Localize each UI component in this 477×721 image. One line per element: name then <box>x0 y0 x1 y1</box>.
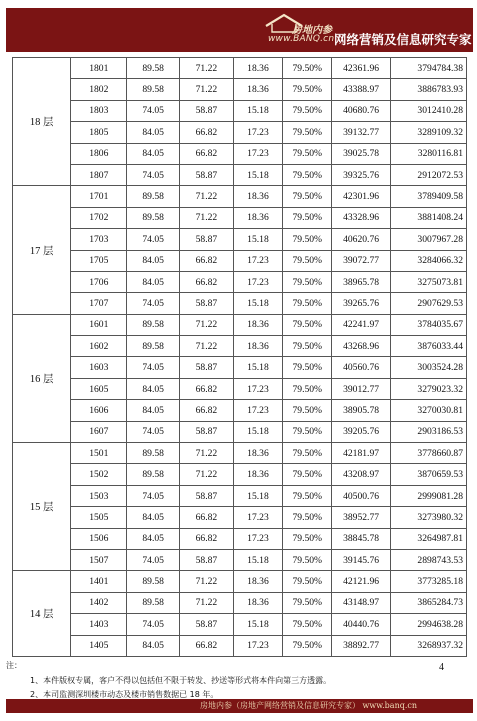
table-cell: 3881408.24 <box>390 207 466 228</box>
table-row <box>13 229 467 250</box>
floor-label: 18 层 <box>13 58 71 186</box>
table-cell: 1707 <box>71 293 127 314</box>
table-row <box>13 122 467 143</box>
table-cell: 58.87 <box>180 549 234 570</box>
table-cell: 71.22 <box>180 314 234 335</box>
table-cell: 18.36 <box>233 592 282 613</box>
table-cell: 3279023.32 <box>390 378 466 399</box>
table-cell: 39325.76 <box>332 164 390 185</box>
table-cell: 15.18 <box>233 421 282 442</box>
table-cell: 79.50% <box>283 421 332 442</box>
table-cell: 38845.78 <box>332 528 390 549</box>
table-cell: 17.23 <box>233 143 282 164</box>
table-cell: 66.82 <box>180 400 234 421</box>
table-cell: 58.87 <box>180 485 234 506</box>
table-row <box>13 357 467 378</box>
table-cell: 39072.77 <box>332 250 390 271</box>
table-row <box>13 250 467 271</box>
table-cell: 42241.97 <box>332 314 390 335</box>
table-row <box>13 528 467 549</box>
table-cell: 79.50% <box>283 250 332 271</box>
table-cell: 2898743.53 <box>390 549 466 570</box>
table-cell: 3773285.18 <box>390 571 466 592</box>
note-item: 2、本司监测深圳楼市动态及楼市销售数据已 18 年。 <box>30 690 219 699</box>
logo-url: www.BANQ.cn <box>268 34 335 44</box>
table-cell: 79.50% <box>283 314 332 335</box>
table-cell: 1505 <box>71 507 127 528</box>
table-cell: 79.50% <box>283 635 332 656</box>
table-cell: 40500.76 <box>332 485 390 506</box>
table-row <box>13 400 467 421</box>
table-cell: 3007967.28 <box>390 229 466 250</box>
table-row <box>13 571 467 592</box>
table-cell: 1606 <box>71 400 127 421</box>
table-cell: 3794784.38 <box>390 58 466 79</box>
table-cell: 3264987.81 <box>390 528 466 549</box>
table-cell: 79.50% <box>283 293 332 314</box>
table-cell: 79.50% <box>283 443 332 464</box>
table-cell: 43328.96 <box>332 207 390 228</box>
table-cell: 17.23 <box>233 507 282 528</box>
table-cell: 3778660.87 <box>390 443 466 464</box>
table-cell: 18.36 <box>233 336 282 357</box>
table-cell: 43388.97 <box>332 79 390 100</box>
floor-label: 16 层 <box>13 314 71 442</box>
table-cell: 43148.97 <box>332 592 390 613</box>
table-cell: 79.50% <box>283 592 332 613</box>
table-cell: 1607 <box>71 421 127 442</box>
table-cell: 1605 <box>71 378 127 399</box>
notes-label: 注： <box>6 661 22 670</box>
note-item: 1、本件版权专属，客户不得以包括但不限于转发、抄送等形式将本件向第三方透露。 <box>30 676 332 685</box>
table-cell: 1503 <box>71 485 127 506</box>
table-cell: 39205.76 <box>332 421 390 442</box>
table-cell: 3268937.32 <box>390 635 466 656</box>
table-cell: 84.05 <box>127 271 180 292</box>
table-cell: 1502 <box>71 464 127 485</box>
table-cell: 42121.96 <box>332 571 390 592</box>
table-cell: 38905.78 <box>332 400 390 421</box>
table-cell: 39025.78 <box>332 143 390 164</box>
table-row <box>13 464 467 485</box>
table-cell: 79.50% <box>283 400 332 421</box>
table-cell: 66.82 <box>180 635 234 656</box>
table-cell: 1705 <box>71 250 127 271</box>
header-banner <box>6 8 473 52</box>
table-cell: 84.05 <box>127 378 180 399</box>
table-cell: 40620.76 <box>332 229 390 250</box>
table-cell: 3270030.81 <box>390 400 466 421</box>
table-row <box>13 164 467 185</box>
table-cell: 43208.97 <box>332 464 390 485</box>
table-cell: 2907629.53 <box>390 293 466 314</box>
table-cell: 89.58 <box>127 207 180 228</box>
table-cell: 1801 <box>71 58 127 79</box>
table-cell: 40440.76 <box>332 614 390 635</box>
table-cell: 89.58 <box>127 571 180 592</box>
table-cell: 17.23 <box>233 528 282 549</box>
table-cell: 15.18 <box>233 485 282 506</box>
table-cell: 1807 <box>71 164 127 185</box>
table-cell: 58.87 <box>180 100 234 121</box>
table-cell: 1806 <box>71 143 127 164</box>
table-cell: 79.50% <box>283 271 332 292</box>
table-cell: 84.05 <box>127 635 180 656</box>
table-cell: 66.82 <box>180 250 234 271</box>
table-cell: 79.50% <box>283 122 332 143</box>
table-cell: 79.50% <box>283 100 332 121</box>
table-cell: 38965.78 <box>332 271 390 292</box>
table-cell: 15.18 <box>233 229 282 250</box>
table-cell: 89.58 <box>127 314 180 335</box>
table-cell: 58.87 <box>180 229 234 250</box>
table-cell: 15.18 <box>233 549 282 570</box>
table-cell: 17.23 <box>233 122 282 143</box>
table-cell: 2994638.28 <box>390 614 466 635</box>
table-cell: 1706 <box>71 271 127 292</box>
table-cell: 1702 <box>71 207 127 228</box>
table-cell: 3280116.81 <box>390 143 466 164</box>
logo-name: 房地内参 <box>292 25 332 36</box>
table-cell: 79.50% <box>283 549 332 570</box>
table-row <box>13 485 467 506</box>
table-cell: 18.36 <box>233 58 282 79</box>
table-cell: 3289109.32 <box>390 122 466 143</box>
table-cell: 79.50% <box>283 336 332 357</box>
table-row <box>13 592 467 613</box>
table-cell: 15.18 <box>233 100 282 121</box>
table-cell: 58.87 <box>180 614 234 635</box>
floor-label: 15 层 <box>13 443 71 571</box>
table-row <box>13 207 467 228</box>
table-cell: 79.50% <box>283 614 332 635</box>
table-cell: 1603 <box>71 357 127 378</box>
table-cell: 1401 <box>71 571 127 592</box>
table-cell: 42301.96 <box>332 186 390 207</box>
table-cell: 71.22 <box>180 443 234 464</box>
table-cell: 71.22 <box>180 336 234 357</box>
table-cell: 1701 <box>71 186 127 207</box>
table-cell: 1805 <box>71 122 127 143</box>
table-cell: 1802 <box>71 79 127 100</box>
table-cell: 71.22 <box>180 464 234 485</box>
table-cell: 74.05 <box>127 614 180 635</box>
table-cell: 40680.76 <box>332 100 390 121</box>
table-row <box>13 143 467 164</box>
table-cell: 89.58 <box>127 79 180 100</box>
table-cell: 74.05 <box>127 357 180 378</box>
table-row <box>13 58 467 79</box>
table-cell: 3886783.93 <box>390 79 466 100</box>
table-cell: 40560.76 <box>332 357 390 378</box>
table-cell: 18.36 <box>233 314 282 335</box>
table-cell: 58.87 <box>180 421 234 442</box>
table-cell: 79.50% <box>283 58 332 79</box>
table-cell: 79.50% <box>283 143 332 164</box>
table-cell: 84.05 <box>127 122 180 143</box>
table-cell: 58.87 <box>180 293 234 314</box>
table-cell: 2903186.53 <box>390 421 466 442</box>
table-cell: 89.58 <box>127 58 180 79</box>
table-row <box>13 507 467 528</box>
table-row <box>13 443 467 464</box>
table-cell: 66.82 <box>180 507 234 528</box>
table-cell: 89.58 <box>127 186 180 207</box>
table-cell: 79.50% <box>283 571 332 592</box>
table-row <box>13 186 467 207</box>
table-cell: 1602 <box>71 336 127 357</box>
table-cell: 74.05 <box>127 421 180 442</box>
table-cell: 42181.97 <box>332 443 390 464</box>
table-cell: 66.82 <box>180 271 234 292</box>
table-cell: 3275073.81 <box>390 271 466 292</box>
table-cell: 1506 <box>71 528 127 549</box>
table-cell: 3784035.67 <box>390 314 466 335</box>
footer <box>0 699 477 721</box>
table-cell: 71.22 <box>180 186 234 207</box>
page-number: 4 <box>439 662 444 673</box>
table-cell: 3870659.53 <box>390 464 466 485</box>
table-cell: 15.18 <box>233 164 282 185</box>
price-table <box>12 57 467 657</box>
table-cell: 79.50% <box>283 229 332 250</box>
table-row <box>13 421 467 442</box>
header-title: 网络营销及信息研究专家 <box>334 32 472 47</box>
table-cell: 15.18 <box>233 614 282 635</box>
table-cell: 79.50% <box>283 507 332 528</box>
table-cell: 3003524.28 <box>390 357 466 378</box>
table-cell: 66.82 <box>180 378 234 399</box>
table-row <box>13 79 467 100</box>
table-cell: 38892.77 <box>332 635 390 656</box>
table-cell: 18.36 <box>233 186 282 207</box>
table-cell: 3876033.44 <box>390 336 466 357</box>
table-cell: 74.05 <box>127 100 180 121</box>
table-cell: 79.50% <box>283 485 332 506</box>
table-cell: 18.36 <box>233 207 282 228</box>
table-cell: 71.22 <box>180 58 234 79</box>
table-cell: 74.05 <box>127 293 180 314</box>
table-cell: 1501 <box>71 443 127 464</box>
table-cell: 1803 <box>71 100 127 121</box>
table-cell: 3789409.58 <box>390 186 466 207</box>
table-cell: 79.50% <box>283 357 332 378</box>
table-cell: 18.36 <box>233 443 282 464</box>
price-table-body <box>13 58 467 657</box>
table-cell: 71.22 <box>180 207 234 228</box>
table-cell: 89.58 <box>127 336 180 357</box>
table-cell: 43268.96 <box>332 336 390 357</box>
table-cell: 84.05 <box>127 528 180 549</box>
table-cell: 71.22 <box>180 79 234 100</box>
table-row <box>13 271 467 292</box>
table-cell: 66.82 <box>180 528 234 549</box>
table-cell: 58.87 <box>180 357 234 378</box>
table-cell: 3273980.32 <box>390 507 466 528</box>
table-row <box>13 314 467 335</box>
table-cell: 15.18 <box>233 357 282 378</box>
table-cell: 84.05 <box>127 250 180 271</box>
table-cell: 84.05 <box>127 507 180 528</box>
table-cell: 1403 <box>71 614 127 635</box>
table-cell: 79.50% <box>283 464 332 485</box>
table-cell: 2912072.53 <box>390 164 466 185</box>
floor-label: 17 层 <box>13 186 71 314</box>
table-row <box>13 336 467 357</box>
table-cell: 17.23 <box>233 378 282 399</box>
table-cell: 74.05 <box>127 549 180 570</box>
table-cell: 38952.77 <box>332 507 390 528</box>
table-cell: 1703 <box>71 229 127 250</box>
table-cell: 79.50% <box>283 186 332 207</box>
table-cell: 17.23 <box>233 400 282 421</box>
table-cell: 79.50% <box>283 378 332 399</box>
table-cell: 18.36 <box>233 79 282 100</box>
table-cell: 79.50% <box>283 79 332 100</box>
table-row <box>13 100 467 121</box>
table-cell: 39132.77 <box>332 122 390 143</box>
footer-text: 房地内参（房地产网络营销及信息研究专家） www.banq.cn <box>200 701 418 710</box>
table-row <box>13 293 467 314</box>
table-cell: 84.05 <box>127 143 180 164</box>
table-cell: 89.58 <box>127 443 180 464</box>
table-cell: 17.23 <box>233 635 282 656</box>
table-row <box>13 614 467 635</box>
table-cell: 74.05 <box>127 229 180 250</box>
floor-label: 14 层 <box>13 571 71 657</box>
table-cell: 3865284.73 <box>390 592 466 613</box>
table-cell: 1507 <box>71 549 127 570</box>
table-cell: 1402 <box>71 592 127 613</box>
table-row <box>13 635 467 656</box>
table-cell: 79.50% <box>283 164 332 185</box>
table-cell: 71.22 <box>180 592 234 613</box>
table-cell: 17.23 <box>233 250 282 271</box>
table-row <box>13 378 467 399</box>
table-cell: 17.23 <box>233 271 282 292</box>
table-cell: 3284066.32 <box>390 250 466 271</box>
table-cell: 18.36 <box>233 571 282 592</box>
table-cell: 74.05 <box>127 485 180 506</box>
table-cell: 15.18 <box>233 293 282 314</box>
table-cell: 84.05 <box>127 400 180 421</box>
table-cell: 66.82 <box>180 143 234 164</box>
table-cell: 79.50% <box>283 207 332 228</box>
table-cell: 1405 <box>71 635 127 656</box>
table-cell: 71.22 <box>180 571 234 592</box>
table-cell: 42361.96 <box>332 58 390 79</box>
table-cell: 74.05 <box>127 164 180 185</box>
table-cell: 39012.77 <box>332 378 390 399</box>
table-cell: 39265.76 <box>332 293 390 314</box>
table-cell: 66.82 <box>180 122 234 143</box>
table-cell: 1601 <box>71 314 127 335</box>
table-cell: 79.50% <box>283 528 332 549</box>
table-cell: 39145.76 <box>332 549 390 570</box>
table-cell: 2999081.28 <box>390 485 466 506</box>
table-cell: 89.58 <box>127 464 180 485</box>
table-cell: 89.58 <box>127 592 180 613</box>
table-cell: 3012410.28 <box>390 100 466 121</box>
table-cell: 58.87 <box>180 164 234 185</box>
table-cell: 18.36 <box>233 464 282 485</box>
table-row <box>13 549 467 570</box>
